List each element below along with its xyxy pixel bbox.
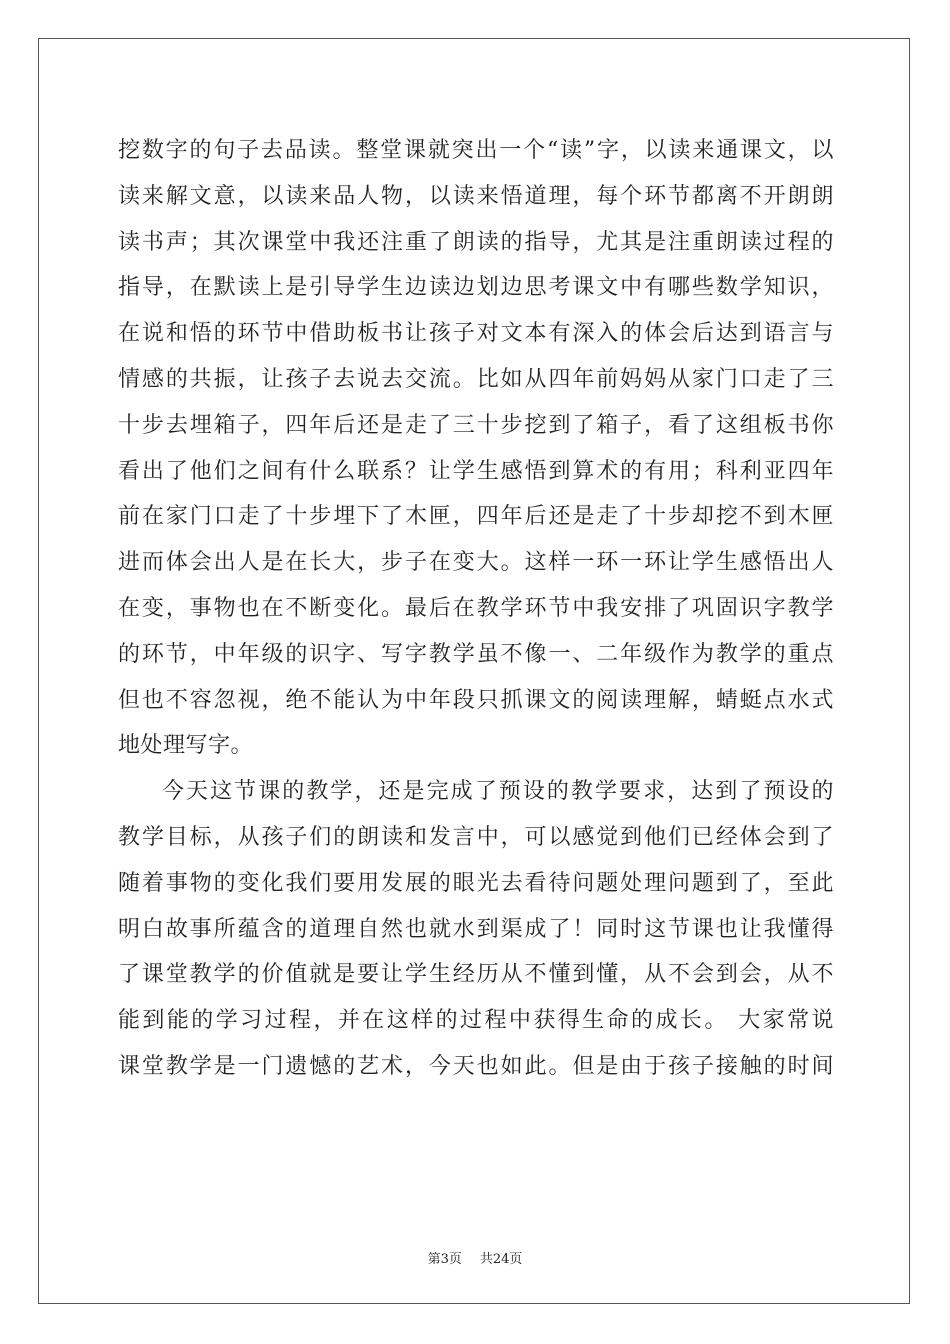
- text-line: 前在家门口走了十步埋下了木匣，四年后还是走了十步却挖不到木匣: [118, 504, 834, 530]
- page-footer: [0, 1248, 950, 1267]
- paragraph-1: [118, 128, 834, 769]
- text-line: 但也不容忽视，绝不能认为中年段只抓课文的阅读理解，蜻蜓点水式: [118, 687, 834, 713]
- text-line: 在变，事物也在不断变化。最后在教学环节中我安排了巩固识字教学: [118, 595, 834, 621]
- text-line: 今天这节课的教学，还是完成了预设的教学要求，达到了预设的: [162, 779, 834, 805]
- text-line: 进而体会出人是在长大，步子在变大。这样一环一环让学生感悟出人: [118, 550, 834, 576]
- text-line: 的环节，中年级的识字、写字教学虽不像一、二年级作为教学的重点: [118, 641, 834, 667]
- page-number: 第3页: [427, 1252, 462, 1267]
- text-line: 在说和悟的环节中借助板书让孩子对文本有深入的体会后达到语言与: [118, 321, 834, 347]
- text-line: 随着事物的变化我们要用发展的眼光去看待问题处理问题到了，至此: [118, 870, 834, 896]
- text-line: 看出了他们之间有什么联系？让学生感悟到算术的有用；科利亚四年: [118, 458, 834, 484]
- text-line: 地处理写字。: [118, 733, 254, 759]
- text-line: 课堂教学是一门遗憾的艺术，今天也如此。但是由于孩子接触的时间: [118, 1053, 834, 1079]
- text-line: 能到能的学习过程，并在这样的过程中获得生命的成长。 大家常说: [118, 1008, 834, 1034]
- text-line: 教学目标，从孩子们的朗读和发言中，可以感觉到他们已经体会到了: [118, 824, 834, 850]
- text-line: 十步去埋箱子，四年后还是走了三十步挖到了箱子，看了这组板书你: [118, 412, 834, 438]
- text-line: 情感的共振，让孩子去说去交流。比如从四年前妈妈从家门口走了三: [118, 366, 834, 392]
- text-line: 指导，在默读上是引导学生边读边划边思考课文中有哪些数学知识，: [118, 275, 834, 301]
- text-line: 了课堂教学的价值就是要让学生经历从不懂到懂，从不会到会，从不: [118, 962, 834, 988]
- text-line: 挖数字的句子去品读。整堂课就突出一个“读”字，以读来通课文，以: [118, 138, 834, 163]
- page-total: 共24页: [479, 1252, 523, 1267]
- text-line: 读来解文意，以读来品人物，以读来悟道理，每个环节都离不开朗朗: [118, 183, 834, 209]
- text-line: 读书声；其次课堂中我还注重了朗读的指导，尤其是注重朗读过程的: [118, 229, 834, 255]
- document-body: [118, 128, 834, 1090]
- text-line: 明白故事所蕴含的道理自然也就水到渠成了！同时这节课也让我懂得: [118, 916, 834, 942]
- paragraph-2: [118, 769, 834, 1090]
